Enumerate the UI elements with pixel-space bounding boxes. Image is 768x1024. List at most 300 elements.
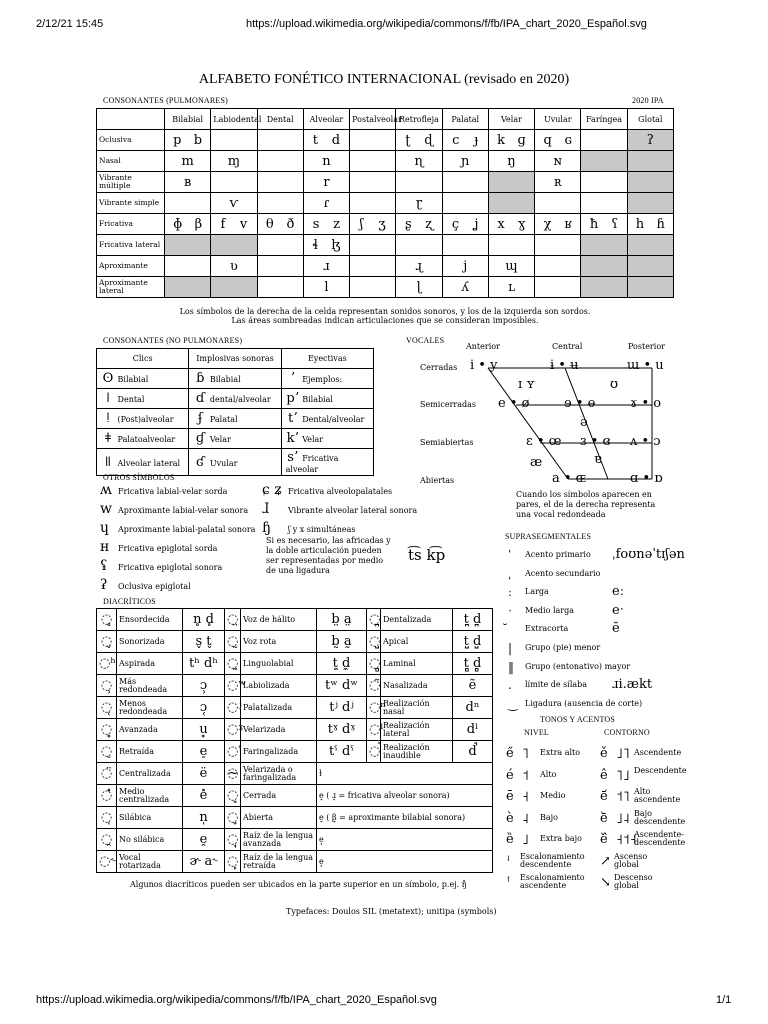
vowel-note: Cuando los símbolos aparecen en pares, el de la derecha representa una vocal redondeada [516,490,656,519]
tones-level-heading: NIVEL [524,728,549,737]
vowel-front-label: Anterior [466,342,500,351]
consonant-cell [165,172,211,193]
diacritic-cell: Vocal rotarizada [117,851,183,873]
np-column-header: Clics [97,349,189,369]
consonant-cell [535,214,581,235]
other-symbol-item [100,520,255,536]
consonant-cell [396,235,442,256]
tones-contour-heading: CONTORNO [604,728,650,737]
diacritic-cell: Voz de hálito [241,609,317,631]
tone-level-bar: ˩ [522,832,529,848]
diacritic-cell: ◌ⁿ [367,697,381,719]
consonant-symbol: ɭ [416,279,422,295]
place-header: Retrofleja [396,109,442,130]
consonant-symbol: ɽ [415,195,423,211]
np-label: Bilabial [207,375,241,384]
consonant-pair [445,133,486,148]
np-label: Bilabial [115,375,149,384]
consonant-symbol: ɟ [474,132,479,148]
np-symbol: ʼ [290,371,295,386]
consonant-pair [491,133,532,148]
consonant-cell [350,193,396,214]
tone-contour-bar: ˦˥ [616,789,630,805]
diacritic-cell: ◌ʲ [225,697,241,719]
consonant-symbol: d [331,132,341,148]
diacritic-cell: Retraída [117,741,183,763]
consonant-cell [257,172,303,193]
consonant-cell [581,256,627,277]
consonant-pair [306,217,347,232]
tone-contour-symbol: ↗ [600,853,611,869]
tone-level-label: Extra bajo [540,834,582,843]
np-label: Dental/alveolar [299,415,365,424]
tone-contour-bar: ˩˥ [616,746,630,762]
tone-contour-label: Ascendente [634,748,682,757]
tone-level-label: Bajo [540,812,558,822]
consonant-cell [535,130,581,151]
diacritic-cell: Ensordecida [117,609,183,631]
diacritic-cell: ◌̯ [97,829,117,851]
vowel-close-mid-central: ɘ • ɵ [564,396,596,411]
diacritic-row [97,785,493,807]
consonant-cell [535,256,581,277]
np-symbol: ʘ [102,371,114,386]
consonant-cell [303,172,349,193]
consonant-cell [442,151,488,172]
diacritic-cell: e̽ [183,785,225,807]
consonant-pair [630,217,671,232]
tone-level-symbol: ꜛ [506,875,511,890]
consonant-pair [398,217,439,232]
consonant-cell [257,235,303,256]
consonant-symbol: ʟ [507,279,516,295]
other-symbol: ɕ ʑ [262,482,283,498]
place-header: Postalveolar [350,109,396,130]
tone-level-label: Escalonamiento ascendente [520,873,585,890]
consonant-cell [303,151,349,172]
place-header: Bilabial [165,109,211,130]
diacritic-cell: t̼ d̼ [317,653,367,675]
consonant-symbol: ɴ [553,153,562,169]
diacritic-row [97,653,493,675]
consonant-cell [488,193,534,214]
np-cell [97,369,189,389]
consonant-cell [211,214,257,235]
consonant-symbol: b [193,132,203,148]
diacritic-cell: ◌̼ [225,653,241,675]
np-row [97,389,374,409]
np-cell [189,429,281,449]
other-label: Fricativa epiglotal sonora [118,563,223,572]
consonant-cell [535,193,581,214]
consonant-pair [352,217,393,232]
tones-heading: TONOS Y ACENTOS [540,715,616,724]
page-count: 1/1 [716,994,732,1006]
consonant-symbol: ɱ [227,153,241,169]
np-label: Palatoalveolar [115,435,176,444]
np-symbol: tʼ [287,411,298,426]
diacritic-cell: tˠ dˠ [317,719,367,741]
np-row [97,369,374,389]
other-symbol: ʢ [100,558,108,574]
supra-label: Larga [525,587,549,597]
consonant-cell [442,277,488,298]
diacritics-heading: DIACRÍTICOS [103,597,156,606]
diacritic-cell: ɔ̹ [183,675,225,697]
consonant-symbol: l [324,279,329,295]
other-symbol-item [262,482,392,498]
consonant-symbol: ɡ [517,132,526,148]
diacritic-cell: ◌̩ [97,807,117,829]
diacritic-cell: ◌̙ [225,851,241,873]
diacritic-cell: Labiolizada [241,675,317,697]
vowel-close-central: ɨ • ʉ [550,358,579,373]
diacritic-cell: Velarizada [241,719,317,741]
diacritic-cell: Realización lateral [381,719,453,741]
diacritic-cell: tʷ dʷ [317,675,367,697]
np-label: Dental [115,395,145,404]
np-symbol: ʄ [197,411,203,426]
consonant-cell [350,172,396,193]
consonant-symbol: ʎ [461,279,469,295]
diacritic-cell: Velarizada o faringalizada [241,763,317,785]
manner-label: Fricativa lateral [97,235,165,256]
diacritic-row [97,675,493,697]
diacritic-cell: s̬ t̬ [183,631,225,653]
consonant-cell [165,151,211,172]
supra-label: Ligadura (ausencia de corte) [525,698,643,708]
np-symbol: sʼ [287,450,299,465]
manner-label: Fricativa [97,214,165,235]
manner-row [97,130,674,151]
print-datetime: 2/12/21 15:45 [36,18,104,30]
diacritic-cell: n̥ d̥ [183,609,225,631]
manner-label: Aproximante [97,256,165,277]
consonant-cell [488,151,534,172]
consonant-symbol: ɸ [173,216,183,232]
consonant-cell [581,151,627,172]
consonant-symbol: h [635,216,645,232]
manner-row [97,235,674,256]
consonant-pair [260,217,301,232]
consonant-cell [488,214,534,235]
consonant-pair [445,217,486,232]
np-label: (Post)alveolar [115,415,174,424]
consonant-cell [350,130,396,151]
np-label: dental/alveolar [207,395,271,404]
np-label: Fricativa alveolar [285,454,339,474]
consonant-cell [257,214,303,235]
consonant-symbol: ʔ [646,132,654,148]
vowel-central-label: Central [552,342,583,351]
consonant-symbol: k [497,132,505,148]
manner-row [97,172,674,193]
diacritic-cell: Realización nasal [381,697,453,719]
tone-level-symbol: ȅ [506,832,514,847]
other-label: Fricativa alveolopalatales [288,487,393,496]
np-symbol: ǂ [105,431,111,446]
diacritic-cell: t̻ d̻ [453,653,493,675]
other-label: Aproximante labial-velar sonora [118,506,249,515]
diacritic-cell: Laminal [381,653,453,675]
diacritic-cell: e̘ [317,829,493,851]
diacritic-cell: ɫ [317,763,493,785]
np-cell [189,449,281,476]
supra-symbol: | [508,641,513,655]
manner-row [97,277,674,298]
tone-level-label: Escalonamiento descendente [520,851,585,869]
consonant-cell [488,256,534,277]
other-label: Oclusiva epiglotal [118,582,191,591]
tone-level-symbol: ꜜ [506,853,511,869]
supra-example: eː [612,584,625,600]
diacritic-cell: ɚ a˞ [183,851,225,873]
vowel-open-mid-central: ɜ • ɞ [580,434,611,449]
consonant-cell [350,277,396,298]
consonant-cell [627,193,673,214]
consonant-cell [211,277,257,298]
np-cell [189,389,281,409]
consonant-cell [442,214,488,235]
consonant-cell [257,277,303,298]
vowel-close-back: ɯ • u [627,358,664,373]
other-symbol: ɥ [100,520,110,536]
manner-row [97,214,674,235]
consonant-cell [303,235,349,256]
other-symbol-item [100,577,191,593]
diacritic-cell: ◌̴ [225,763,241,785]
consonant-symbol: θ [265,216,274,232]
consonant-cell [350,151,396,172]
consonant-cell [396,214,442,235]
diacritic-cell: u̟ [183,719,225,741]
consonant-cell [581,130,627,151]
diacritic-cell: ◌̈ [97,763,117,785]
consonant-cell [303,193,349,214]
np-label: Palatal [207,415,238,424]
diacritic-cell: dⁿ [453,697,493,719]
consonant-pair [398,133,439,148]
consonant-cell [211,193,257,214]
tone-contour-symbol: ê [600,767,608,783]
other-symbol-item [100,501,248,517]
np-cell [281,449,373,476]
consonant-symbol: ç [451,216,460,232]
supra-example: ɹi.ækt [612,677,653,693]
diacritic-cell: ◌̚ [367,741,381,763]
diacritics-footnote: Algunos diacríticos pueden ser ubicados en la parte superior en un símbolo, p.ej. ŋ̊ [130,880,467,889]
diacritic-cell: tʰ dʰ [183,653,225,675]
consonant-cell [257,130,303,151]
supra-example: eˑ [612,602,625,618]
diacritic-cell: ◌̹ [97,675,117,697]
diacritic-cell: e̠ [183,741,225,763]
consonant-cell [396,130,442,151]
diacritic-cell: e̝ ( ɹ̝ = fricativa alveolar sonora) [317,785,493,807]
np-row [97,429,374,449]
other-label: Aproximante labial-palatal sonora [118,525,256,534]
consonant-symbol: ɣ [517,216,526,232]
pulmonic-note-1: Los símbolos de la derecha de la celda representan sonidos sonoros, y los de la izquierda son sordos. [179,307,591,316]
diacritic-cell: Faringalizada [241,741,317,763]
np-cell [281,369,373,389]
np-cell [97,449,189,476]
consonant-cell [165,235,211,256]
supra-symbol: . [508,678,512,693]
consonant-pair [583,217,624,232]
other-symbol: ʜ [100,539,110,555]
vowel-near-open-central: ɐ [594,452,602,467]
np-symbol: ɠ [195,431,205,446]
consonant-symbol: ɹ [323,258,330,274]
consonant-symbol: ɲ [461,153,470,169]
consonant-symbol: r [323,174,330,190]
manner-label: Nasal [97,151,165,172]
consonant-symbol: ɮ [331,237,341,253]
supra-label: límite de sílaba [525,680,588,690]
consonant-pair [306,238,347,253]
diacritic-cell: e̙ [317,851,493,873]
diacritic-cell: d̚ [453,741,493,763]
consonant-cell [211,172,257,193]
place-header: Dental [257,109,303,130]
diacritic-cell: Voz rota [241,631,317,653]
manner-label: Vibrante múltiple [97,172,165,193]
np-cell [281,409,373,429]
vowel-close-label: Cerradas [420,363,458,372]
vowel-close-mid-back: ɤ • o [630,396,662,411]
diacritic-cell: No silábica [117,829,183,851]
consonant-cell [165,130,211,151]
consonant-symbol: ħ [589,216,599,232]
np-cell [97,429,189,449]
consonant-cell [488,172,534,193]
other-symbol: ɧ [262,520,272,536]
consonant-symbol: ʋ [229,258,238,274]
other-label: ʃ y x simultáneas [288,525,356,534]
consonant-cell [165,193,211,214]
other-symbol: ʡ [100,577,108,593]
consonant-symbol: v [239,216,248,232]
diacritic-cell: ◌˞ [97,851,117,873]
consonant-symbol: ʕ [611,216,619,232]
np-cell [189,409,281,429]
other-symbol-item [262,501,417,517]
diacritic-row [97,763,493,785]
diacritic-cell: ◌̤ [225,609,241,631]
np-cell [97,409,189,429]
consonant-cell [303,277,349,298]
place-header: Faríngea [581,109,627,130]
consonant-symbol: ŋ [507,153,516,169]
consonant-cell [442,256,488,277]
consonant-symbol: χ [543,216,552,232]
consonant-symbol: x [497,216,505,232]
supra-symbol: ‿ [508,696,518,711]
non-pulmonic-heading: CONSONANTES (NO PULMONARES) [103,336,243,345]
diacritic-cell: Realización inaudible [381,741,453,763]
consonant-pair [537,133,578,148]
diacritic-row [97,741,493,763]
tone-level-label: Medio [540,791,566,800]
diacritic-cell: ◌̥ [97,609,117,631]
consonant-symbol: ɢ [564,132,573,148]
consonant-cell [211,130,257,151]
vowel-near-open-front: æ [530,455,543,470]
consonant-symbol: c [452,132,460,148]
diacritic-cell: ◌ʷ [225,675,241,697]
consonant-symbol: z [333,216,341,232]
consonant-cell [488,277,534,298]
vowel-open-mid-back: ʌ • ɔ [630,434,661,449]
np-symbol: ǁ [104,454,112,470]
vowel-open-mid-label: Semiabiertas [420,438,474,447]
consonant-cell [442,193,488,214]
np-cell [97,389,189,409]
consonant-cell [535,277,581,298]
consonant-cell [581,193,627,214]
consonant-cell [581,235,627,256]
diacritic-cell: b̤ a̤ [317,609,367,631]
place-header: Glotal [627,109,673,130]
diacritic-cell: ẽ [453,675,493,697]
diacritic-cell: Más redondeada [117,675,183,697]
consonant-symbol: ʒ [378,216,386,232]
consonant-cell [535,172,581,193]
other-symbols-heading: OTROS SÍMBOLOS [103,473,175,482]
tone-level-symbol: e̋ [506,746,514,761]
supra-symbol: ː [508,585,513,600]
consonant-symbol: ɬ [312,237,319,253]
consonant-symbol: ʙ [183,174,192,190]
vowel-open-label: Abiertas [420,476,455,485]
diacritic-cell: ◌̃ [367,675,381,697]
diacritic-cell: Dentalizada [381,609,453,631]
np-symbol: ǃ [106,411,110,426]
diacritic-row [97,631,493,653]
np-header-row [97,349,374,369]
vowel-close-mid-front: e • ø [498,396,530,411]
consonant-symbol: m [181,153,194,169]
tone-contour-symbol: e᷈ [600,832,608,847]
diacritic-cell: ◌̠ [97,741,117,763]
tone-contour-label: Ascenso global [614,851,648,869]
diacritic-cell: ◌̞ [225,807,241,829]
supra-example: ĕ [612,621,620,637]
consonant-symbol: ʃ [359,216,364,232]
diacritic-cell: t̪ d̪ [453,609,493,631]
diacritic-cell: e̯ [183,829,225,851]
consonant-cell [165,256,211,277]
consonant-symbol: ʂ [405,216,412,232]
diacritic-cell: tʲ dʲ [317,697,367,719]
diacritic-row [97,697,493,719]
diacritic-cell: ◌̰ [225,631,241,653]
diacritic-cell: tˤ dˤ [317,741,367,763]
place-header: Velar [488,109,534,130]
consonant-symbol: s [312,216,320,232]
tone-level-symbol: é [506,767,514,783]
pulmonic-note-2: Las áreas sombreadas indican articulaciones que se consideran imposibles. [231,316,539,325]
diacritic-cell: Medio centralizada [117,785,183,807]
manner-label: Aproximante lateral [97,277,165,298]
other-label: Fricativa labial-velar sorda [118,487,228,496]
affricate-note: Si es necesario, las africadas y la doble articulación pueden ser representadas por medio de una ligadura [266,536,391,575]
np-symbol: ɓ [196,371,205,386]
diacritic-cell: ɔ̜ [183,697,225,719]
supra-label: Acento primario [525,550,591,559]
diacritic-cell: dˡ [453,719,493,741]
